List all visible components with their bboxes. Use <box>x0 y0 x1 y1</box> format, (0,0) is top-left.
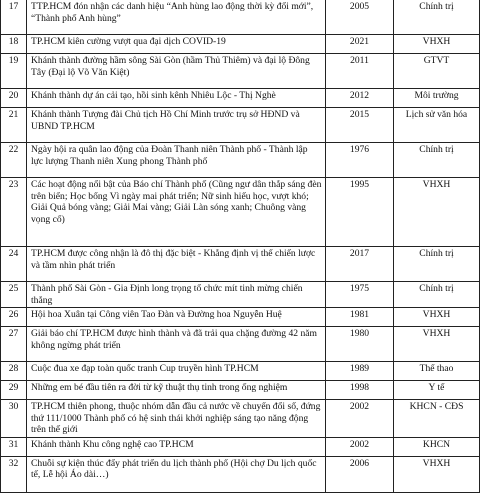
event-category: Chính trị <box>394 282 480 308</box>
event-description: Khánh thành dự án cải tạo, hồi sinh kênh Nhiêu Lộc - Thị Nghè <box>27 89 326 108</box>
row-number: 17 <box>1 0 27 35</box>
row-number: 19 <box>1 54 27 89</box>
event-year: 1975 <box>326 282 394 308</box>
event-description: Khánh thành Khu công nghệ cao TP.HCM <box>27 437 326 456</box>
event-year: 2012 <box>326 89 394 108</box>
events-table-body <box>1 0 480 492</box>
event-year: 1995 <box>326 178 394 247</box>
event-category: Y tế <box>394 381 480 400</box>
event-year: 2017 <box>326 247 394 282</box>
table-row <box>1 247 480 282</box>
row-number: 29 <box>1 381 27 400</box>
event-year: 1998 <box>326 381 394 400</box>
event-description: Khánh thành đường hầm sông Sài Gòn (hầm Thủ Thiêm) và đại lộ Đông Tây (Đại lộ Võ Văn Kiệt) <box>27 54 326 89</box>
event-description: TP.HCM kiên cường vượt qua đại dịch COVID-19 <box>27 35 326 54</box>
row-number: 21 <box>1 108 27 143</box>
event-year: 1980 <box>326 327 394 362</box>
event-category: Chính trị <box>394 0 480 35</box>
row-number: 18 <box>1 35 27 54</box>
event-category: GTVT <box>394 54 480 89</box>
table-row <box>1 143 480 178</box>
event-description: Các hoạt động nổi bật của Báo chí Thành phố (Cũng ngư dân thắp sáng đèn trên biển; Học bổng Vì ngày mai phát triển; Nữ sinh hiếu học, vượt khó; Giải Quả bóng vàng; Giải Mai vàng; Giải Làn sóng xanh; Chuông vàng vọng cổ) <box>27 178 326 247</box>
table-row <box>1 362 480 381</box>
event-year: 2005 <box>326 0 394 35</box>
row-number: 24 <box>1 247 27 282</box>
event-year: 2015 <box>326 108 394 143</box>
event-year: 1989 <box>326 362 394 381</box>
table-row <box>1 178 480 247</box>
table-row <box>1 437 480 456</box>
event-description: TTP.HCM đón nhận các danh hiệu “Anh hùng lao động thời kỳ đổi mới”, “Thành phố Anh hùng” <box>27 0 326 35</box>
event-category: VHXH <box>394 178 480 247</box>
row-number: 28 <box>1 362 27 381</box>
event-description: Hội hoa Xuân tại Công viên Tao Đàn và Đường hoa Nguyễn Huệ <box>27 308 326 327</box>
event-description: Giải báo chí TP.HCM được hình thành và đã trải qua chặng đường 42 năm không ngừng phát triển <box>27 327 326 362</box>
event-description: Thành phố Sài Gòn - Gia Định long trọng tổ chức mít tinh mừng chiến thắng <box>27 282 326 308</box>
event-description: Ngày hội ra quân lao động của Đoàn Thanh niên Thành phố - Thành lập lực lượng Thanh niên Xung phong Thành phố <box>27 143 326 178</box>
row-number: 31 <box>1 437 27 456</box>
event-category: KHCN <box>394 437 480 456</box>
table-row <box>1 54 480 89</box>
row-number: 22 <box>1 143 27 178</box>
event-description: Chuỗi sự kiện thúc đẩy phát triển du lịch thành phố (Hội chợ Du lịch quốc tế, Lễ hội Áo dài…) <box>27 456 326 492</box>
table-row <box>1 89 480 108</box>
event-description: Những em bé đầu tiên ra đời từ kỹ thuật thụ tinh trong ống nghiệm <box>27 381 326 400</box>
event-year: 2006 <box>326 456 394 492</box>
table-row <box>1 108 480 143</box>
table-row <box>1 308 480 327</box>
table-row <box>1 35 480 54</box>
table-row <box>1 282 480 308</box>
row-number: 30 <box>1 400 27 438</box>
row-number: 20 <box>1 89 27 108</box>
event-category: Chính trị <box>394 247 480 282</box>
event-year: 2002 <box>326 400 394 438</box>
row-number: 23 <box>1 178 27 247</box>
table-row <box>1 327 480 362</box>
event-year: 1981 <box>326 308 394 327</box>
row-number: 27 <box>1 327 27 362</box>
event-category: VHXH <box>394 327 480 362</box>
event-category: Chính trị <box>394 143 480 178</box>
event-category: Môi trường <box>394 89 480 108</box>
event-category: VHXH <box>394 456 480 492</box>
event-category: Thể thao <box>394 362 480 381</box>
row-number: 25 <box>1 282 27 308</box>
row-number: 32 <box>1 456 27 492</box>
event-description: Cuộc đua xe đạp toàn quốc tranh Cup truyền hình TP.HCM <box>27 362 326 381</box>
event-year: 2021 <box>326 35 394 54</box>
event-year: 2002 <box>326 437 394 456</box>
event-description: TP.HCM được công nhận là đô thị đặc biệt - Khẳng định vị thế chiến lược và tầm nhìn phát triển <box>27 247 326 282</box>
event-year: 2011 <box>326 54 394 89</box>
event-description: Khánh thành Tượng đài Chủ tịch Hồ Chí Minh trước trụ sở HĐND và UBND TP.HCM <box>27 108 326 143</box>
table-row <box>1 456 480 492</box>
event-category: Lịch sử văn hóa <box>394 108 480 143</box>
table-row <box>1 0 480 35</box>
table-row <box>1 400 480 438</box>
event-category: VHXH <box>394 308 480 327</box>
table-row <box>1 381 480 400</box>
row-number: 26 <box>1 308 27 327</box>
event-year: 1976 <box>326 143 394 178</box>
event-category: VHXH <box>394 35 480 54</box>
event-category: KHCN - CĐS <box>394 400 480 438</box>
event-description: TP.HCM thiên phong, thuộc nhóm dẫn đầu cả nước về chuyển đổi số, đứng thứ 111/1000 Thành phố có hệ sinh thái khởi nghiệp sáng tạo năng động trên thế giới <box>27 400 326 438</box>
